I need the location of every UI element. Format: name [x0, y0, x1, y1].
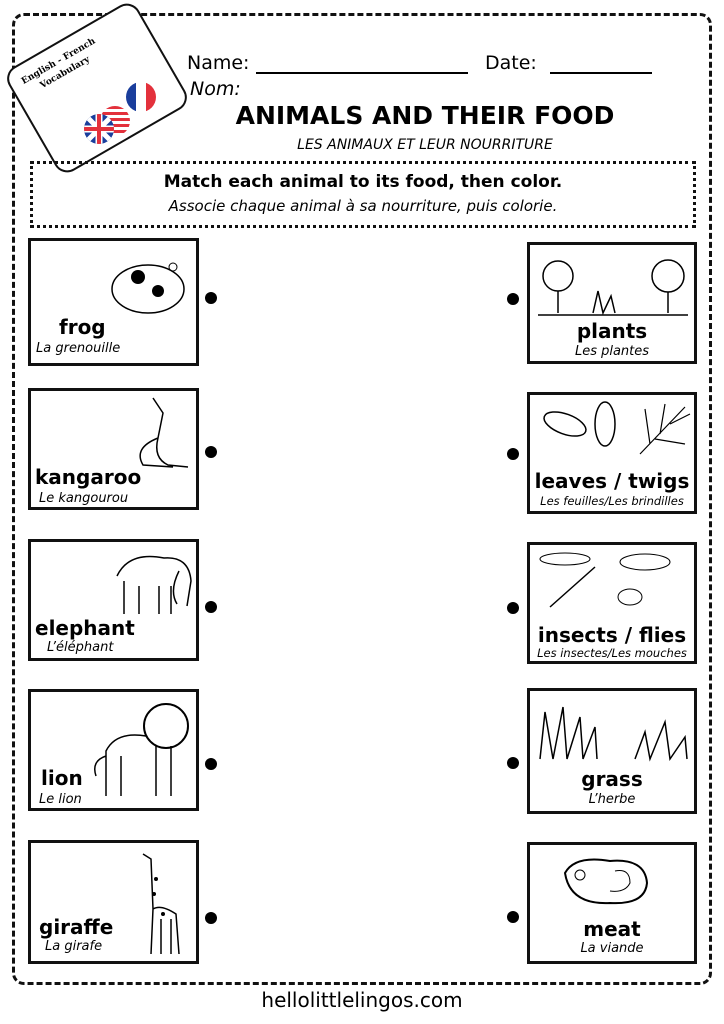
- date-label: Date:: [485, 52, 537, 74]
- animal-card-elephant: [28, 539, 199, 661]
- food-fr: Les plantes: [574, 344, 650, 359]
- food-en: insects / flies: [537, 623, 687, 647]
- food-fr: Les insectes/Les mouches: [537, 646, 687, 660]
- food-card-plants: [527, 242, 697, 364]
- lion-icon: [86, 696, 196, 806]
- instructions-en: Match each animal to its food, then color.: [163, 172, 563, 192]
- meat-icon: [555, 853, 655, 913]
- match-dot-right[interactable]: [507, 448, 519, 460]
- leaves-icon: [535, 399, 695, 469]
- name-input[interactable]: [256, 52, 468, 74]
- food-en: leaves / twigs: [534, 469, 690, 493]
- instructions-fr: Associe chaque animal à sa nourriture, puis colorie.: [168, 197, 558, 215]
- date-input[interactable]: [550, 52, 652, 74]
- animal-card-frog: [28, 238, 199, 366]
- food-card-meat: [527, 842, 697, 964]
- match-dot-right[interactable]: [507, 757, 519, 769]
- animal-card-kangaroo: [28, 388, 199, 510]
- match-dot-right[interactable]: [507, 602, 519, 614]
- animal-en: elephant: [35, 616, 135, 640]
- food-fr: L’herbe: [588, 792, 636, 807]
- match-dot-left[interactable]: [205, 446, 217, 458]
- food-card-leaves: [527, 392, 697, 514]
- animal-card-lion: [28, 689, 199, 811]
- animal-fr: La grenouille: [36, 341, 121, 356]
- food-en: plants: [576, 319, 648, 343]
- animal-fr: Le kangourou: [39, 491, 129, 506]
- match-dot-left[interactable]: [205, 758, 217, 770]
- plants-icon: [533, 251, 693, 321]
- match-dot-right[interactable]: [507, 911, 519, 923]
- frog-icon: [103, 247, 193, 327]
- kangaroo-icon: [123, 393, 193, 473]
- footer-website: hellolittlelingos.com: [261, 988, 463, 1012]
- animal-en: kangaroo: [35, 465, 142, 489]
- animal-en: lion: [41, 766, 83, 790]
- insects-icon: [535, 547, 695, 619]
- giraffe-icon: [131, 849, 191, 959]
- nom-label: Nom:: [190, 78, 241, 100]
- food-fr: La viande: [580, 941, 644, 956]
- france-flag-icon: [126, 82, 156, 112]
- uk-flag-icon: [84, 114, 114, 144]
- animal-fr: L’éléphant: [47, 640, 114, 655]
- food-en: meat: [583, 917, 641, 941]
- match-dot-left[interactable]: [205, 912, 217, 924]
- logo-text: English - French Vocabulary: [20, 36, 98, 92]
- name-label: Name:: [187, 52, 250, 74]
- animal-en: frog: [59, 315, 106, 339]
- instructions-box: [30, 161, 696, 228]
- match-dot-left[interactable]: [205, 601, 217, 613]
- food-card-grass: [527, 688, 697, 814]
- animal-fr: Le lion: [39, 792, 82, 807]
- match-dot-right[interactable]: [507, 293, 519, 305]
- animal-en: giraffe: [39, 915, 114, 939]
- food-fr: Les feuilles/Les brindilles: [540, 494, 684, 508]
- food-en: grass: [581, 767, 643, 791]
- grass-icon: [535, 697, 695, 767]
- page-subtitle: LES ANIMAUX ET LEUR NOURRITURE: [297, 137, 553, 153]
- elephant-icon: [109, 546, 199, 621]
- page-title: ANIMALS AND THEIR FOOD: [235, 101, 615, 130]
- match-dot-left[interactable]: [205, 292, 217, 304]
- animal-card-giraffe: [28, 840, 199, 964]
- animal-fr: La girafe: [45, 939, 103, 954]
- food-card-insects: [527, 542, 697, 664]
